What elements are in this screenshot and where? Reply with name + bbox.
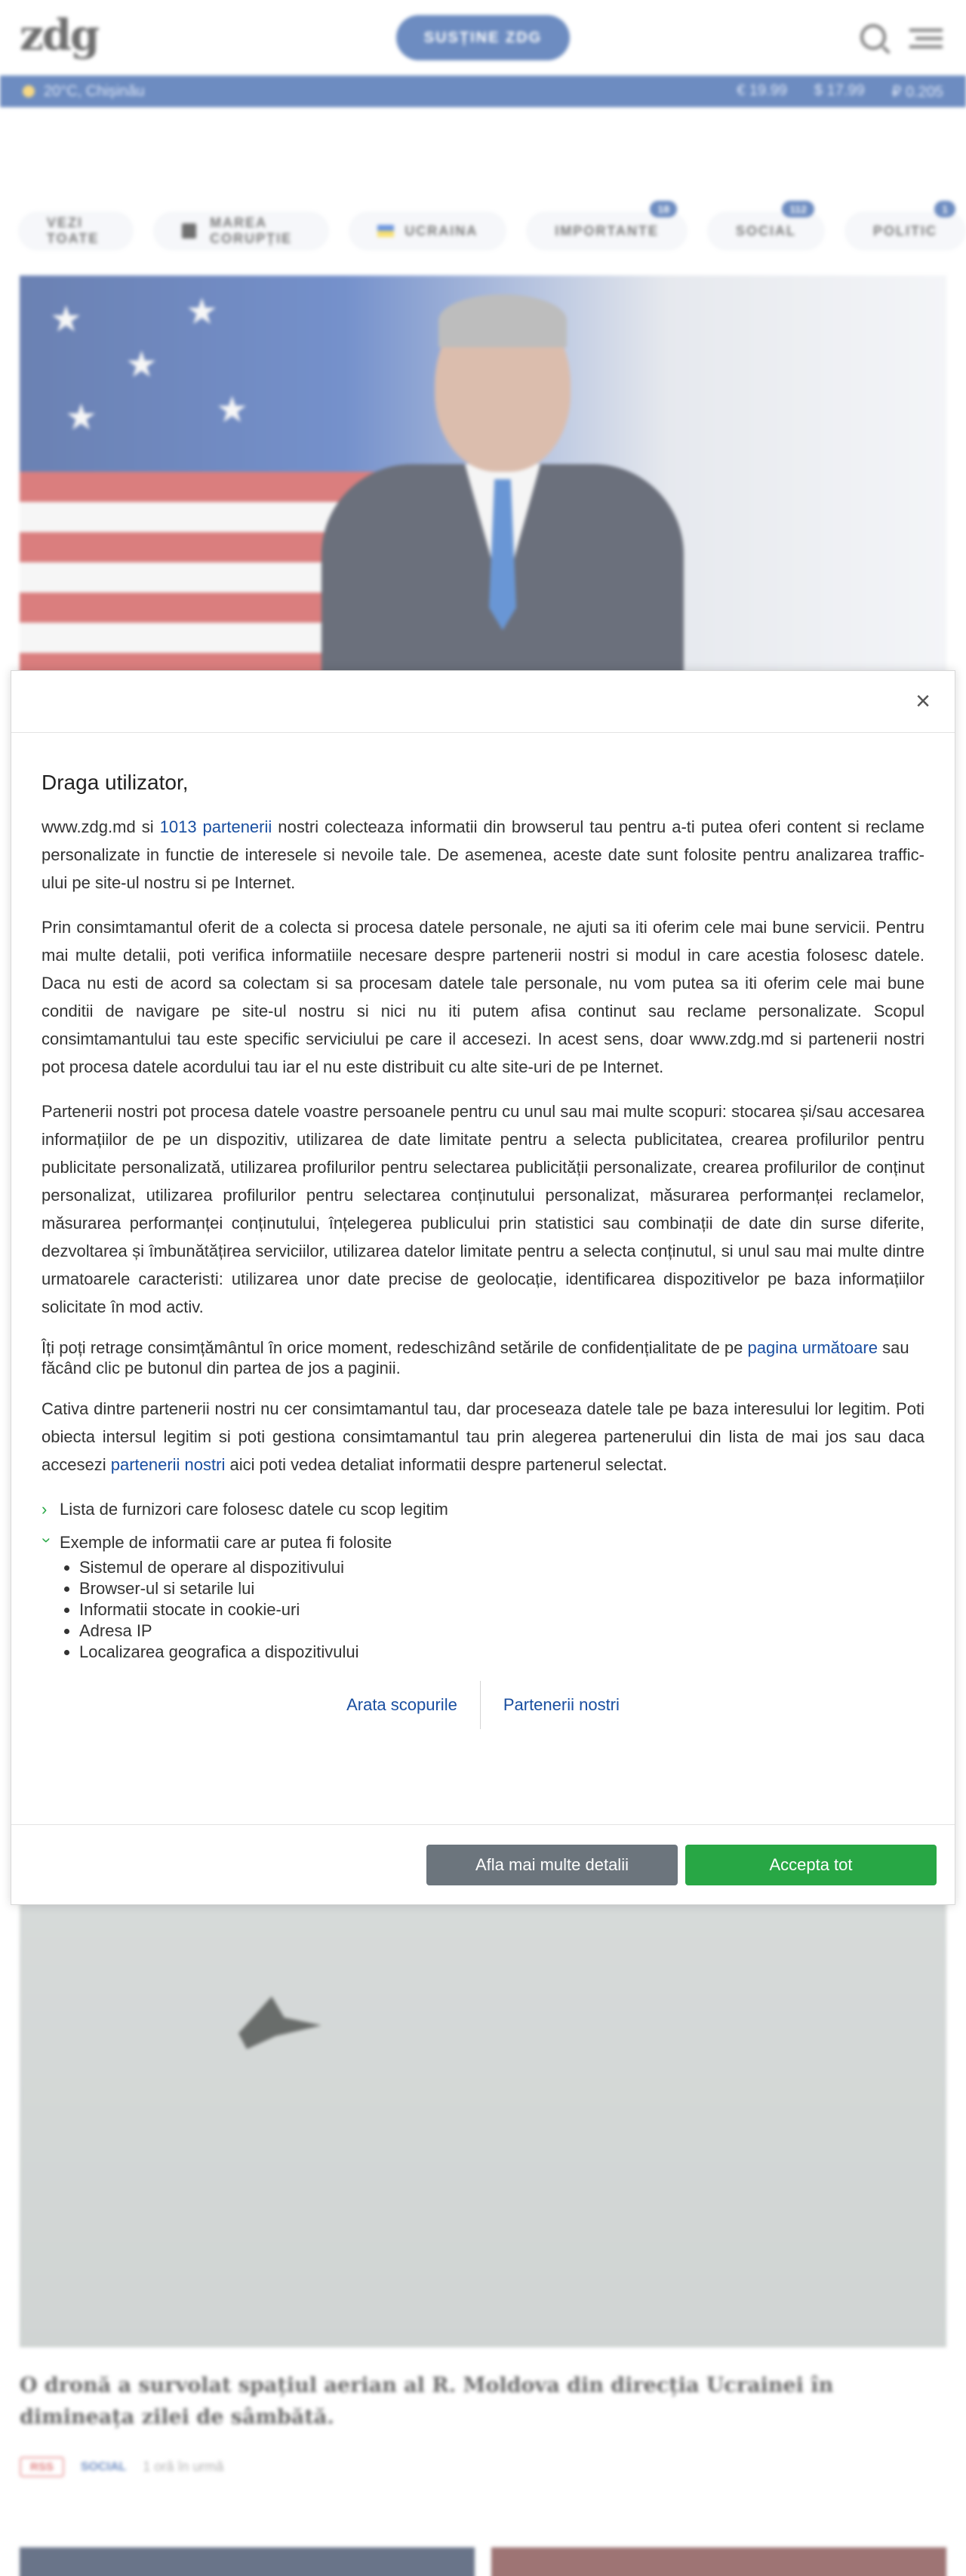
rate-usd: $ 17.99 bbox=[814, 82, 865, 99]
our-partners-button[interactable]: Partenerii nostri bbox=[503, 1695, 620, 1714]
count-badge: 18 bbox=[650, 201, 677, 217]
star-icon: ★ bbox=[216, 390, 249, 430]
accept-all-button[interactable]: Accepta tot bbox=[685, 1845, 937, 1885]
tag-rss[interactable]: RSS bbox=[20, 2457, 64, 2477]
weather-text: 20°C, Chișinău bbox=[44, 82, 145, 100]
examples-expander[interactable] bbox=[38, 1528, 924, 1557]
count-badge: 1 bbox=[934, 201, 955, 217]
star-icon: ★ bbox=[186, 292, 219, 332]
category-label: VEZI TOATE bbox=[47, 215, 100, 246]
category-label: SOCIAL bbox=[735, 223, 796, 239]
star-icon: ★ bbox=[65, 398, 98, 438]
rate-eur: € 19.99 bbox=[737, 82, 787, 99]
star-icon: ★ bbox=[50, 300, 83, 340]
article-title[interactable]: O dronă a survolat spațiul aerian al R. Moldova din direcția Ucrainei în dimineața zilei de sâmbătă. bbox=[20, 2374, 834, 2429]
modal-header bbox=[11, 671, 955, 733]
text-segment: Cativa dintre partenerii nostri nu cer consimtamantul tau, dar proceseaza datele tale pe baza interesului lor legitim. Poti obiecta intersul legitim si poti gestiona consimtamantul tau prin alegerea partenerului din lista de mai jos sau daca accesezi bbox=[42, 1399, 924, 1474]
partners-count-link[interactable]: 1013 partenerii bbox=[159, 817, 272, 836]
modal-body bbox=[11, 771, 955, 1729]
time-ago: 1 oră în urmă bbox=[143, 2459, 224, 2474]
consent-paragraph-5 bbox=[42, 1395, 924, 1479]
chevron-right-icon: › bbox=[42, 1500, 48, 1519]
text-segment: nostri colecteaza informatii din browserul tau pentru a-ti putea oferi content si reclame personalizate in functie de interesele si nevoile tale. De asemenea, aceste date sunt folosite pentru analizarea traffic-ului pe site-ul nostru si pe Internet. bbox=[42, 817, 924, 892]
modal-footer bbox=[11, 1824, 955, 1904]
text-segment: aici poti vedea detaliat informatii despre partenerul selectat. bbox=[225, 1455, 668, 1474]
modal-greeting: Draga utilizator, bbox=[42, 771, 189, 794]
close-icon[interactable]: × bbox=[915, 686, 931, 716]
list-item: • Localizarea geografica a dispozitivului bbox=[79, 1642, 924, 1663]
category-label: POLITIC bbox=[873, 223, 937, 239]
text-segment: sau făcând clic pe butonul din partea de jos a paginii. bbox=[42, 1338, 909, 1377]
our-partners-link[interactable]: partenerii nostri bbox=[110, 1455, 226, 1474]
examples-list bbox=[42, 1557, 924, 1663]
category-label: IMPORTANTE bbox=[555, 223, 659, 239]
list-item: • Browser-ul si setarile lui bbox=[79, 1578, 924, 1599]
list-item: • Sistemul de operare al dispozitivului bbox=[79, 1557, 924, 1578]
expander-label: Lista de furnizori care folosesc datele cu scop legitim bbox=[60, 1500, 448, 1519]
site-logo[interactable]: zdg bbox=[20, 11, 99, 60]
expander-label: Exemple de informatii care ar putea fi folosite bbox=[60, 1533, 392, 1552]
category-label: UCRAINA bbox=[405, 223, 478, 239]
list-item: • Adresa IP bbox=[79, 1620, 924, 1642]
tag-social[interactable]: SOCIAL bbox=[80, 2460, 127, 2473]
more-details-button[interactable]: Afla mai multe detalii bbox=[426, 1845, 678, 1885]
show-purposes-link[interactable]: Arata scopurile bbox=[346, 1695, 457, 1714]
rate-rub: ₽ 0.205 bbox=[891, 83, 943, 100]
count-badge: 112 bbox=[782, 201, 814, 217]
chevron-down-icon: › bbox=[38, 1537, 57, 1543]
vendors-expander[interactable] bbox=[42, 1495, 924, 1524]
support-button[interactable]: SUSȚINE ZDG bbox=[396, 15, 570, 60]
text-segment: www.zdg.md si bbox=[42, 817, 160, 836]
text-segment: Îți poți retrage consimțământul în orice moment, redeschizând setările de confidențialitate de pe bbox=[42, 1338, 748, 1357]
consent-paragraph-2: Prin consimtamantul oferit de a colecta si procesa datele personale, ne ajuti sa iti oferim cele mai bune servicii. Pentru mai multe detalii, poti verifica informatiile necesare despre partenerii nostri si modul in care acestia folosesc datele. Daca nu esti de acord sa colectam si sa procesam datele tale personale, nu vom putea sa iti oferim cele mai bune conditii de navigare pe site-ul nostru si nici nu iti putem afisa continut sau reclame personalizate. Scopul consimtamantului tau este specific serviciului pe care il accesezi. In acest sens, doar www.zdg.md si partenerii nostri pot procesa datele acordului tau iar el nu este distribuit cu alte site-uri de pe Internet. bbox=[42, 918, 924, 1076]
list-item: • Informatii stocate in cookie-uri bbox=[79, 1599, 924, 1620]
consent-paragraph-3: Partenerii nostri pot procesa datele voastre persoanele pentru cu unul sau mai multe scopuri: stocarea și/sau accesarea informațiilor de pe un dispozitiv, utilizarea de date limitate pentru a selecta publicitatea, crearea profilurilor pentru publicitate personalizată, utilizarea profilurilor pentru selectarea publicității personalizate, crearea profilurilor de conținut personalizat, utilizarea profilurilor pentru selectarea conținutului personalizat, măsurarea performanței reclamelor, măsurarea performanței conținutului, înțelegerea publicului prin statistici sau combinații de date din surse diferite, dezvoltarea și îmbunătățirea serviciilor, utilizarea datelor limitate pentru a selecta conținutul, si unul sau mai multe dintre urmatoarele caracteristi: utilizarea unor date precise de geolocație, identificarea dispozitivelor pe baza informațiilor solicitate în mod activ. bbox=[42, 1102, 924, 1316]
star-icon: ★ bbox=[125, 345, 158, 385]
consent-paragraph-1 bbox=[42, 813, 924, 897]
modal-action-links bbox=[42, 1681, 924, 1729]
category-label: MAREA CORUPȚIE bbox=[210, 215, 293, 246]
consent-paragraph-4 bbox=[42, 1337, 924, 1378]
next-page-link[interactable]: pagina următoare bbox=[747, 1338, 878, 1357]
consent-modal bbox=[11, 670, 955, 1905]
